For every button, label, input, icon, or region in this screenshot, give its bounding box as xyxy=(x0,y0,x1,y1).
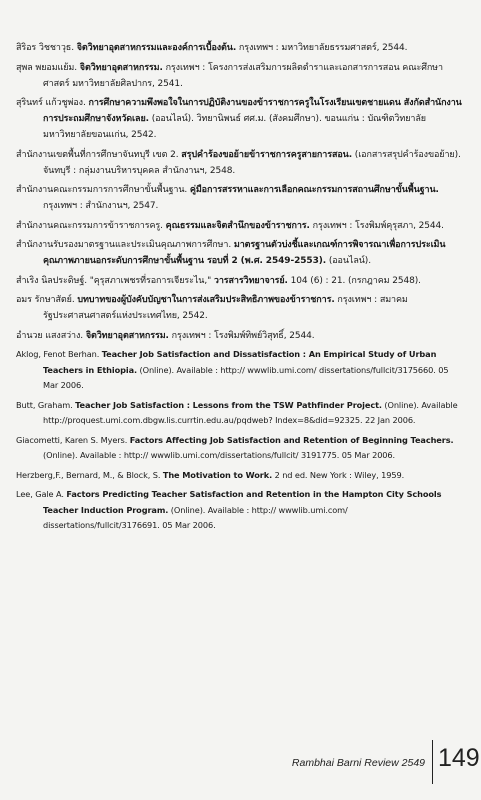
reference-author: อมร รักษาสัตย์. xyxy=(16,295,78,305)
reference-author: สุพล พยอมแย้ม. xyxy=(16,62,80,73)
reference-title: จิตวิทยาอุตสาหกรรม. xyxy=(79,62,163,73)
footer-divider xyxy=(432,740,433,784)
reference-author: Butt, Graham. xyxy=(16,399,76,410)
reference-title: Teacher Job Satisfaction and Dissatisfaction : An Empirical Study of Urban Teachers in Ethiopia. xyxy=(43,349,437,375)
reference-title: Factors Affecting Job Satisfaction and Retention of Beginning Teachers. xyxy=(129,434,454,445)
reference-entry xyxy=(16,237,464,269)
reference-author: สำนักงานรับรองมาตรฐานและประเมินคุณภาพการศึกษา. xyxy=(16,240,234,250)
reference-title: จิตวิทยาอุตสาหกรรมและองค์การเบื้องต้น. xyxy=(76,43,237,53)
reference-details: กรุงเทพฯ : โรงพิมพ์ทิพย์วิสุทธิ์, 2544. xyxy=(168,330,315,341)
reference-title: วารสารวิทยาจารย์. xyxy=(213,275,288,286)
reference-details: 104 (6) : 21. (กรกฎาคม 2548). xyxy=(287,275,421,286)
reference-entry xyxy=(16,218,464,234)
reference-title: สรุปคำร้องขอย้ายข้าราชการครูสายการสอน. xyxy=(181,149,353,160)
reference-entry xyxy=(16,182,464,214)
reference-entry xyxy=(16,40,464,56)
reference-title: คู่มือการสรรหาและการเลือกคณะกรรมการสถานศึกษาขั้นพื้นฐาน. xyxy=(189,185,439,195)
reference-author: Herzberg,F., Bernard, M., & Block, S. xyxy=(16,469,163,480)
reference-author: Giacometti, Karen S. Myers. xyxy=(16,434,130,445)
reference-entry xyxy=(16,60,464,92)
reference-details: กรุงเทพฯ : สมาคมรัฐประศาสนศาสตร์แห่งประเทศไทย, 2542. xyxy=(43,295,408,321)
reference-entry xyxy=(16,273,464,289)
journal-name: Rambhai Barni Review 2549 xyxy=(291,757,425,769)
reference-entry xyxy=(16,292,464,324)
reference-author: สำนักงานคณะกรรมการการศึกษาขั้นพื้นฐาน. xyxy=(16,185,190,195)
reference-details: กรุงเทพฯ : โครงการส่งเสริมการผลิตตำราและเอกสารการสอน คณะศึกษาศาสตร์ มหาวิทยาลัยศิลปากร, 2541. xyxy=(43,62,443,89)
reference-entry xyxy=(16,398,464,429)
reference-entry xyxy=(16,468,464,484)
reference-title: มาตรฐานตัวบ่งชี้และเกณฑ์การพิจารณาเพื่อการประเมินคุณภาพภายนอกระดับการศึกษาขั้นพื้นฐาน รอบที่ 2 (พ.ศ. 2549-2553). xyxy=(43,240,446,266)
reference-title: จิตวิทยาอุตสาหกรรม. xyxy=(85,330,169,341)
reference-author: สุรินทร์ แก้วชูพ่อง. xyxy=(16,98,89,108)
reference-title: คุณธรรมและจิตสำนึกของข้าราชการ. xyxy=(165,220,310,231)
reference-title: Teacher Job Satisfaction : Lessons from the TSW Pathfinder Project. xyxy=(75,399,382,410)
reference-details: (Online). Available http://proquest.umi.com.dbgw.lis.currtin.edu.au/pqdweb? Index=8&did=92325. 22 Jan 2006. xyxy=(43,399,458,425)
reference-author: Lee, Gale A. xyxy=(16,489,67,499)
reference-title: บทบาทของผู้บังคับบัญชาในการส่งเสริมประสิทธิภาพของข้าราชการ. xyxy=(77,295,335,305)
reference-details: (ออนไลน์). xyxy=(326,256,371,266)
reference-details: (Online). Available : http:// wwwlib.umi.com/ dissertations/fullcit/3176691. 05 Mar 2006. xyxy=(43,504,348,530)
reference-details: (Online). Available : http:// wwwlib.umi.com/ dissertations/fullcit/3175660. 05 Mar 2006. xyxy=(43,364,449,390)
reference-author: สำเริง นิลประดิษฐ์. "คุรุสภาเพชรที่รอการเจียระไน," xyxy=(16,275,214,286)
reference-title: การศึกษาความพึงพอใจในการปฏิบัติงานของข้าราชการครูในโรงเรียนเขตชายแดน สังกัดสำนักงานการประถมศึกษาจังหวัดเลย. xyxy=(43,98,462,124)
reference-details: (เอกสารสรุปคำร้องขอย้าย). จันทบุรี : กลุ่มงานบริหารบุคคล สำนักงานฯ, 2548. xyxy=(43,149,461,176)
reference-title: Factors Predicting Teacher Satisfaction and Retention in the Hampton City Schools Teacher Induction Program. xyxy=(43,489,442,515)
reference-author: Aklog, Fenot Berhan. xyxy=(16,349,102,359)
reference-author: สิริอร วิชชาวุธ. xyxy=(16,43,77,53)
reference-entry xyxy=(16,328,464,344)
reference-list xyxy=(16,40,464,538)
reference-entry xyxy=(16,147,464,179)
reference-author: สำนักงานเขตพื้นที่การศึกษาจันทบุรี เขต 2. xyxy=(16,149,182,160)
reference-details: กรุงเทพฯ : สำนักงานฯ, 2547. xyxy=(43,201,159,211)
reference-details: (ออนไลน์). วิทยานิพนธ์ ศศ.ม. (สังคมศึกษา). ขอนแก่น : บัณฑิตวิทยาลัย มหาวิทยาลัยขอนแก่น, 2542. xyxy=(43,114,426,140)
reference-details: กรุงเทพฯ : โรงพิมพ์คุรุสภา, 2544. xyxy=(309,220,444,231)
reference-details: (Online). Available : http:// wwwlib.umi.com/dissertations/fullcit/ 3191775. 05 Mar 2006. xyxy=(43,450,396,460)
reference-entry xyxy=(16,95,464,143)
reference-author: สำนักงานคณะกรรมการข้าราชการครู. xyxy=(16,220,166,231)
reference-entry xyxy=(16,347,464,394)
reference-entry xyxy=(16,433,464,464)
reference-details: 2 nd ed. New York : Wiley, 1959. xyxy=(272,469,405,480)
reference-details: กรุงเทพฯ : มหาวิทยาลัยธรรมศาสตร์, 2544. xyxy=(236,43,408,53)
page-number: 149 xyxy=(438,744,480,772)
reference-title: The Motivation to Work. xyxy=(162,469,273,480)
reference-entry xyxy=(16,487,464,534)
reference-author: อำนวย แสงสว่าง. xyxy=(16,330,86,341)
